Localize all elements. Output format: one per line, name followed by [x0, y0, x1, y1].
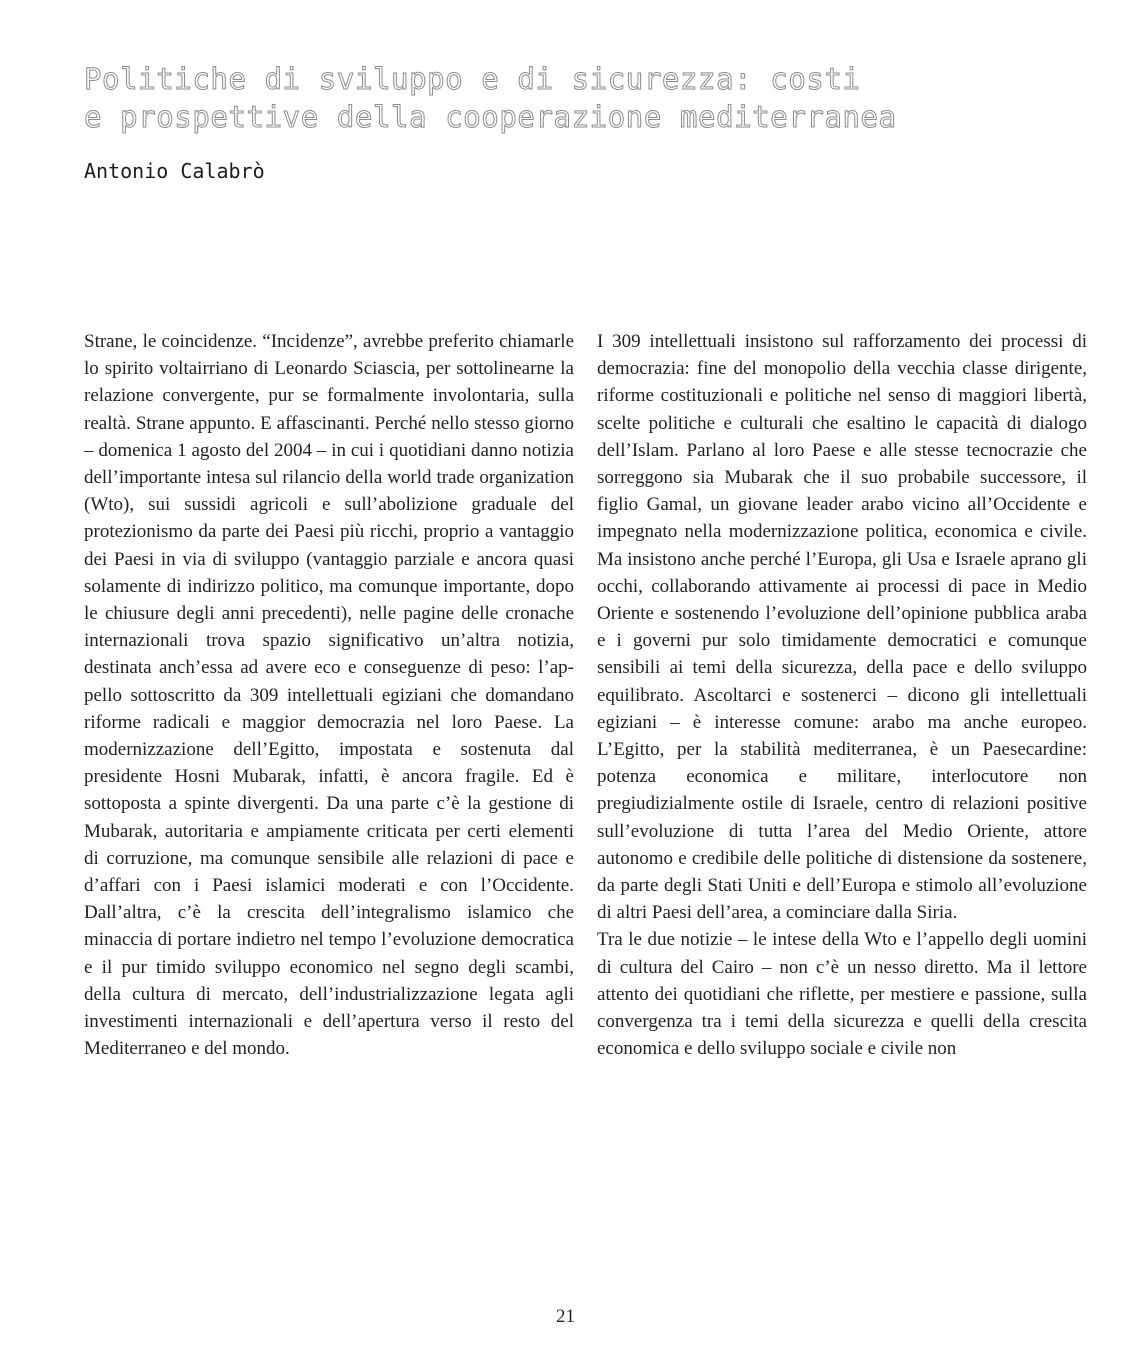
article-title-line-2: e prospettive della cooperazione mediterranea [84, 100, 897, 134]
page-number: 21 [556, 1306, 575, 1327]
paragraph-right-1: I 309 intellettuali insistono sul rafforzamento dei processi di democrazia: fine del monopolio della vecchia classe dirigente, riforme costituzionali e politiche nel senso di maggiori libertà, scelte politiche e culturali che esaltino le capacità di dialogo dell’Islam. Parlano al loro Paese e alle stesse tecnocrazie che sorreggono sia Mubarak che il suo probabile successore, il figlio Gamal, un giovane leader arabo vicino all’Occidente e impegnato nella modernizzazione politica, economica e civile. Ma insistono anche perché l’Europa, gli Usa e Israele aprano gli occhi, collaborando attivamente ai processi di pace in Medio Oriente e sostenendo l’evoluzione dell’opinione pubblica araba e i governi pur solo timidamente democratici e comunque sensibili ai temi della sicurezza, della pace e dello sviluppo equilibrato. Ascoltarci e sostenerci – dicono gli intellettuali egiziani – è interesse comune: arabo ma anche europeo. L’Egitto, per la stabilità mediterranea, è un Paesecardine: potenza economica e militare, interlocutore non pregiudizialmente ostile di Israele, centro di relazioni positive sull’evoluzione di tutta l’area del Medio Oriente, attore autonomo e credibile delle politiche di distensione da sostenere, da parte degli Stati Uniti e dell’Europa e stimolo all’evoluzione di altri Paesi dell’area, a cominciare dalla Siria. [597, 331, 1087, 924]
paragraph-right-2: Tra le due notizie – le intese della Wto e l’appello degli uomini di cultura del Cairo – non c’è un nesso diretto. Ma il lettore attento dei quotidiani che riflette, per mestiere e passione, sulla convergenza tra i temi della sicurezza e quelli della crescita economica e dello sviluppo sociale e civile non [597, 929, 1087, 1060]
paragraph-left-1: Strane, le coincidenze. “Incidenze”, avrebbe preferito chiamarle lo spirito voltairriano di Leonardo Sciascia, per sottolinearne la relazione convergente, pur se formalmente involontaria, sulla realtà. Strane appunto. E affascinanti. Perché nello stesso giorno – domenica 1 agosto del 2004 – in cui i quotidiani danno notizia dell’importante intesa sul rilancio della world trade organization (Wto), sui sussidi agricoli e sull’abolizione graduale del protezionismo da parte dei Paesi più ricchi, proprio a vantaggio dei Paesi in via di sviluppo (vantaggio parziale e ancora quasi solamente di indirizzo politico, ma comunque importante, dopo le chiusure degli anni precedenti), nelle pagine delle cronache internazionali trova spazio significativo un’altra notizia, destinata anch’essa ad avere eco e conseguenze di peso: l’appello sottoscritto da 309 intellettuali egiziani che domandano riforme radicali e maggior democrazia nel loro Paese. La modernizzazione dell’Egitto, impostata e sostenuta dal presidente Hosni Mubarak, infatti, è ancora fragile. Ed è sottoposta a spinte divergenti. Da una parte c’è la gestione di Mubarak, autoritaria e ampiamente criticata per certi elementi di corruzione, ma comunque sensibile alle relazioni di pace e d’affari con i Paesi islamici moderati e con l’Occidente. Dall’altra, c’è la crescita dell’integralismo islamico che minaccia di portare indietro nel tempo l’evoluzione democratica e il pur timido sviluppo economico nel segno degli scambi, della cultura di mercato, dell’industrializzazione legata agli investimenti internazionali e dell’apertura verso il resto del Mediterraneo e del mondo. [84, 331, 574, 1060]
article-title [84, 60, 1084, 136]
article-title-line-1: Politiche di sviluppo e di sicurezza: costi [84, 62, 861, 96]
text-column-right [597, 328, 1087, 1062]
article-author: Antonio Calabrò [84, 159, 265, 183]
text-column-left [84, 328, 574, 1062]
